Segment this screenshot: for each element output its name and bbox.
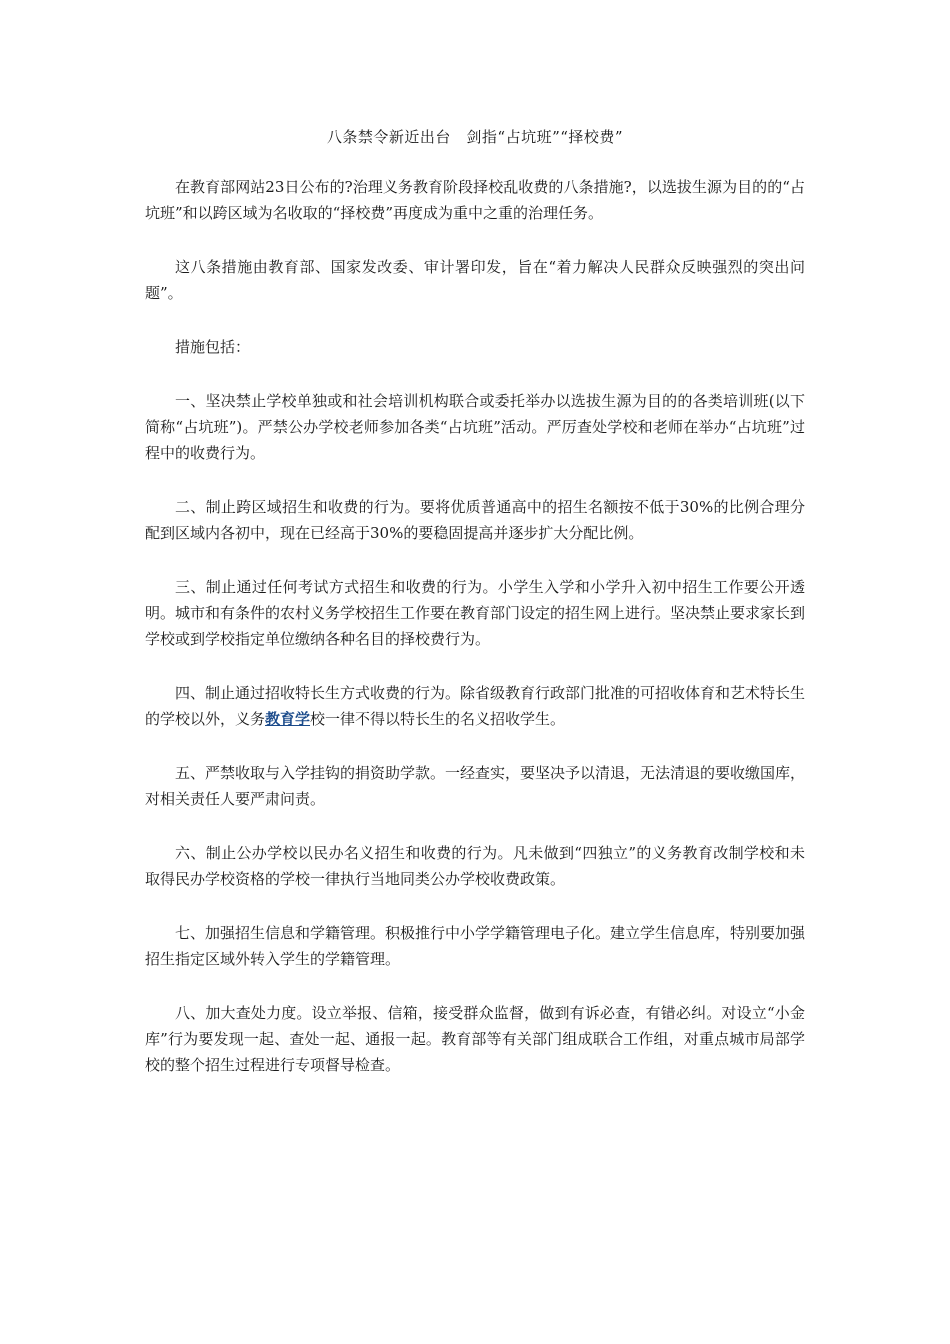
measure-item-7: 七、加强招生信息和学籍管理。积极推行中小学学籍管理电子化。建立学生信息库，特别要加强招生指定区域外转入学生的学籍管理。 — [145, 924, 806, 968]
intro-paragraph-1: 在教育部网站23日公布的?治理义务教育阶段择校乱收费的八条措施?，以选拔生源为目的的“占坑班”和以跨区域为名收取的“择校费”再度成为重中之重的治理任务。 — [145, 178, 805, 222]
measure-item-4-text-after: 校一律不得以特长生的名义招收学生。 — [310, 710, 566, 728]
measure-item-4 — [145, 680, 805, 732]
intro-paragraph-3: 措施包括： — [175, 338, 251, 356]
document-page — [145, 126, 805, 1106]
measure-item-6: 六、制止公办学校以民办名义招生和收费的行为。凡未做到“四独立”的义务教育改制学校和未取得民办学校资格的学校一律执行当地同类公办学校收费政策。 — [145, 844, 805, 888]
intro-paragraph-2: 这八条措施由教育部、国家发改委、审计署印发，旨在“着力解决人民群众反映强烈的突出问题”。 — [145, 258, 805, 302]
measure-item-2: 二、制止跨区域招生和收费的行为。要将优质普通高中的招生名额按不低于30%的比例合理分配到区域内各初中，现在已经高于30%的要稳固提高并逐步扩大分配比例。 — [145, 498, 805, 542]
education-link[interactable]: 教育学 — [265, 710, 311, 728]
measure-item-8: 八、加大查处力度。设立举报、信箱，接受群众监督，做到有诉必查，有错必纠。对设立“小金库”行为要发现一起、查处一起、通报一起。教育部等有关部门组成联合工作组，对重点城市局部学校的整个招生过程进行专项督导检查。 — [145, 1004, 805, 1074]
measure-item-5: 五、严禁收取与入学挂钩的捐资助学款。一经查实，要坚决予以清退，无法清退的要收缴国库，对相关责任人要严肃问责。 — [145, 764, 806, 808]
measure-item-1: 一、坚决禁止学校单独或和社会培训机构联合或委托举办以选拔生源为目的的各类培训班(以下简称“占坑班”)。严禁公办学校老师参加各类“占坑班”活动。严厉查处学校和老师在举办“占坑班”过程中的收费行为。 — [145, 392, 805, 462]
measure-item-3: 三、制止通过任何考试方式招生和收费的行为。小学生入学和小学升入初中招生工作要公开透明。城市和有条件的农村义务学校招生工作要在教育部门设定的招生网上进行。坚决禁止要求家长到学校或到学校指定单位缴纳各种名目的择校费行为。 — [145, 578, 806, 648]
measure-item-4-text-before: 四、制止通过招收特长生方式收费的行为。除省级教育行政部门批准的可招收体育和艺术特长生的学校以外，义务 — [145, 684, 806, 728]
document-title: 八条禁令新近出台 剑指“占坑班”“择校费” — [326, 128, 624, 146]
